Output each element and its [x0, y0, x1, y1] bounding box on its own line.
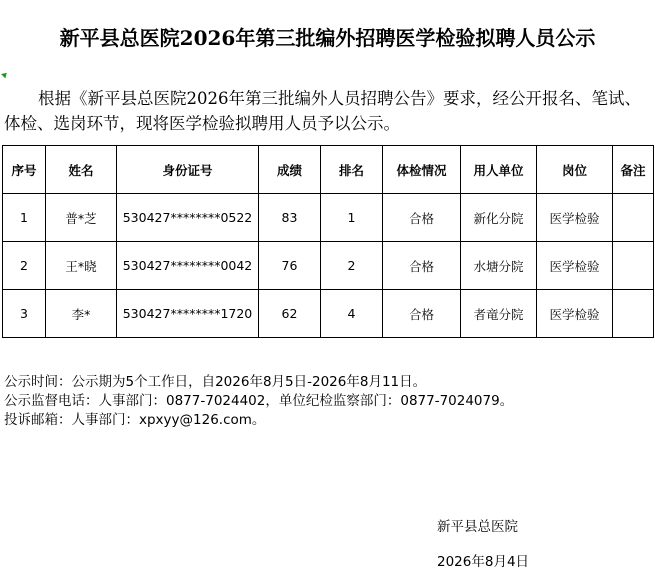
complaint-email: 投诉邮箱：人事部门：xpxyy@126.com。: [4, 412, 266, 428]
notice-details: [4, 373, 652, 430]
cell-id-number: 530427********0522: [117, 194, 259, 242]
header-score: 成绩: [259, 146, 321, 194]
header-remarks: 备注: [613, 146, 654, 194]
header-id-number: 身份证号: [117, 146, 259, 194]
cell-id-number: 530427********1720: [117, 290, 259, 338]
cell-medical-check: 合格: [383, 242, 461, 290]
header-rank: 排名: [321, 146, 383, 194]
cell-index: 2: [3, 242, 46, 290]
cell-remarks: [613, 290, 654, 338]
cell-name: 李*: [46, 290, 117, 338]
page-title: 新平县总医院2026年第三批编外招聘医学检验拟聘人员公示: [59, 26, 596, 50]
cell-name: 普*芝: [46, 194, 117, 242]
cell-score: 62: [259, 290, 321, 338]
cell-name: 王*晓: [46, 242, 117, 290]
header-position: 岗位: [537, 146, 613, 194]
cell-position: 医学检验: [537, 242, 613, 290]
cell-remarks: [613, 194, 654, 242]
cell-score: 83: [259, 194, 321, 242]
signature-date: 2026年8月4日: [437, 554, 530, 570]
supervision-phone: 公示监督电话：人事部门：0877-7024402，单位纪检监察部门：0877-7024079。: [4, 393, 514, 409]
table-row: [3, 194, 654, 242]
cell-rank: 1: [321, 194, 383, 242]
cell-employer: 水塘分院: [461, 242, 537, 290]
signature-org: 新平县总医院: [437, 519, 518, 535]
cell-position: 医学检验: [537, 194, 613, 242]
cell-score: 76: [259, 242, 321, 290]
header-medical-check: 体检情况: [383, 146, 461, 194]
header-name: 姓名: [46, 146, 117, 194]
candidate-table: [2, 145, 654, 338]
cell-index: 1: [3, 194, 46, 242]
corner-marker-icon: [1, 71, 9, 79]
cell-rank: 2: [321, 242, 383, 290]
notice-period: 公示时间：公示期为5个工作日，自2026年8月5日-2026年8月11日。: [4, 374, 427, 390]
cell-position: 医学检验: [537, 290, 613, 338]
intro-paragraph: 根据《新平县总医院2026年第三批编外人员招聘公告》要求，经公开报名、笔试、体检、选岗环节，现将医学检验拟聘用人员予以公示。: [4, 89, 641, 133]
header-index: 序号: [3, 146, 46, 194]
cell-index: 3: [3, 290, 46, 338]
table-row: [3, 242, 654, 290]
cell-rank: 4: [321, 290, 383, 338]
cell-remarks: [613, 242, 654, 290]
cell-id-number: 530427********0042: [117, 242, 259, 290]
table-row: [3, 290, 654, 338]
cell-employer: 者竜分院: [461, 290, 537, 338]
header-employer: 用人单位: [461, 146, 537, 194]
cell-medical-check: 合格: [383, 290, 461, 338]
cell-employer: 新化分院: [461, 194, 537, 242]
table-header-row: [3, 146, 654, 194]
cell-medical-check: 合格: [383, 194, 461, 242]
